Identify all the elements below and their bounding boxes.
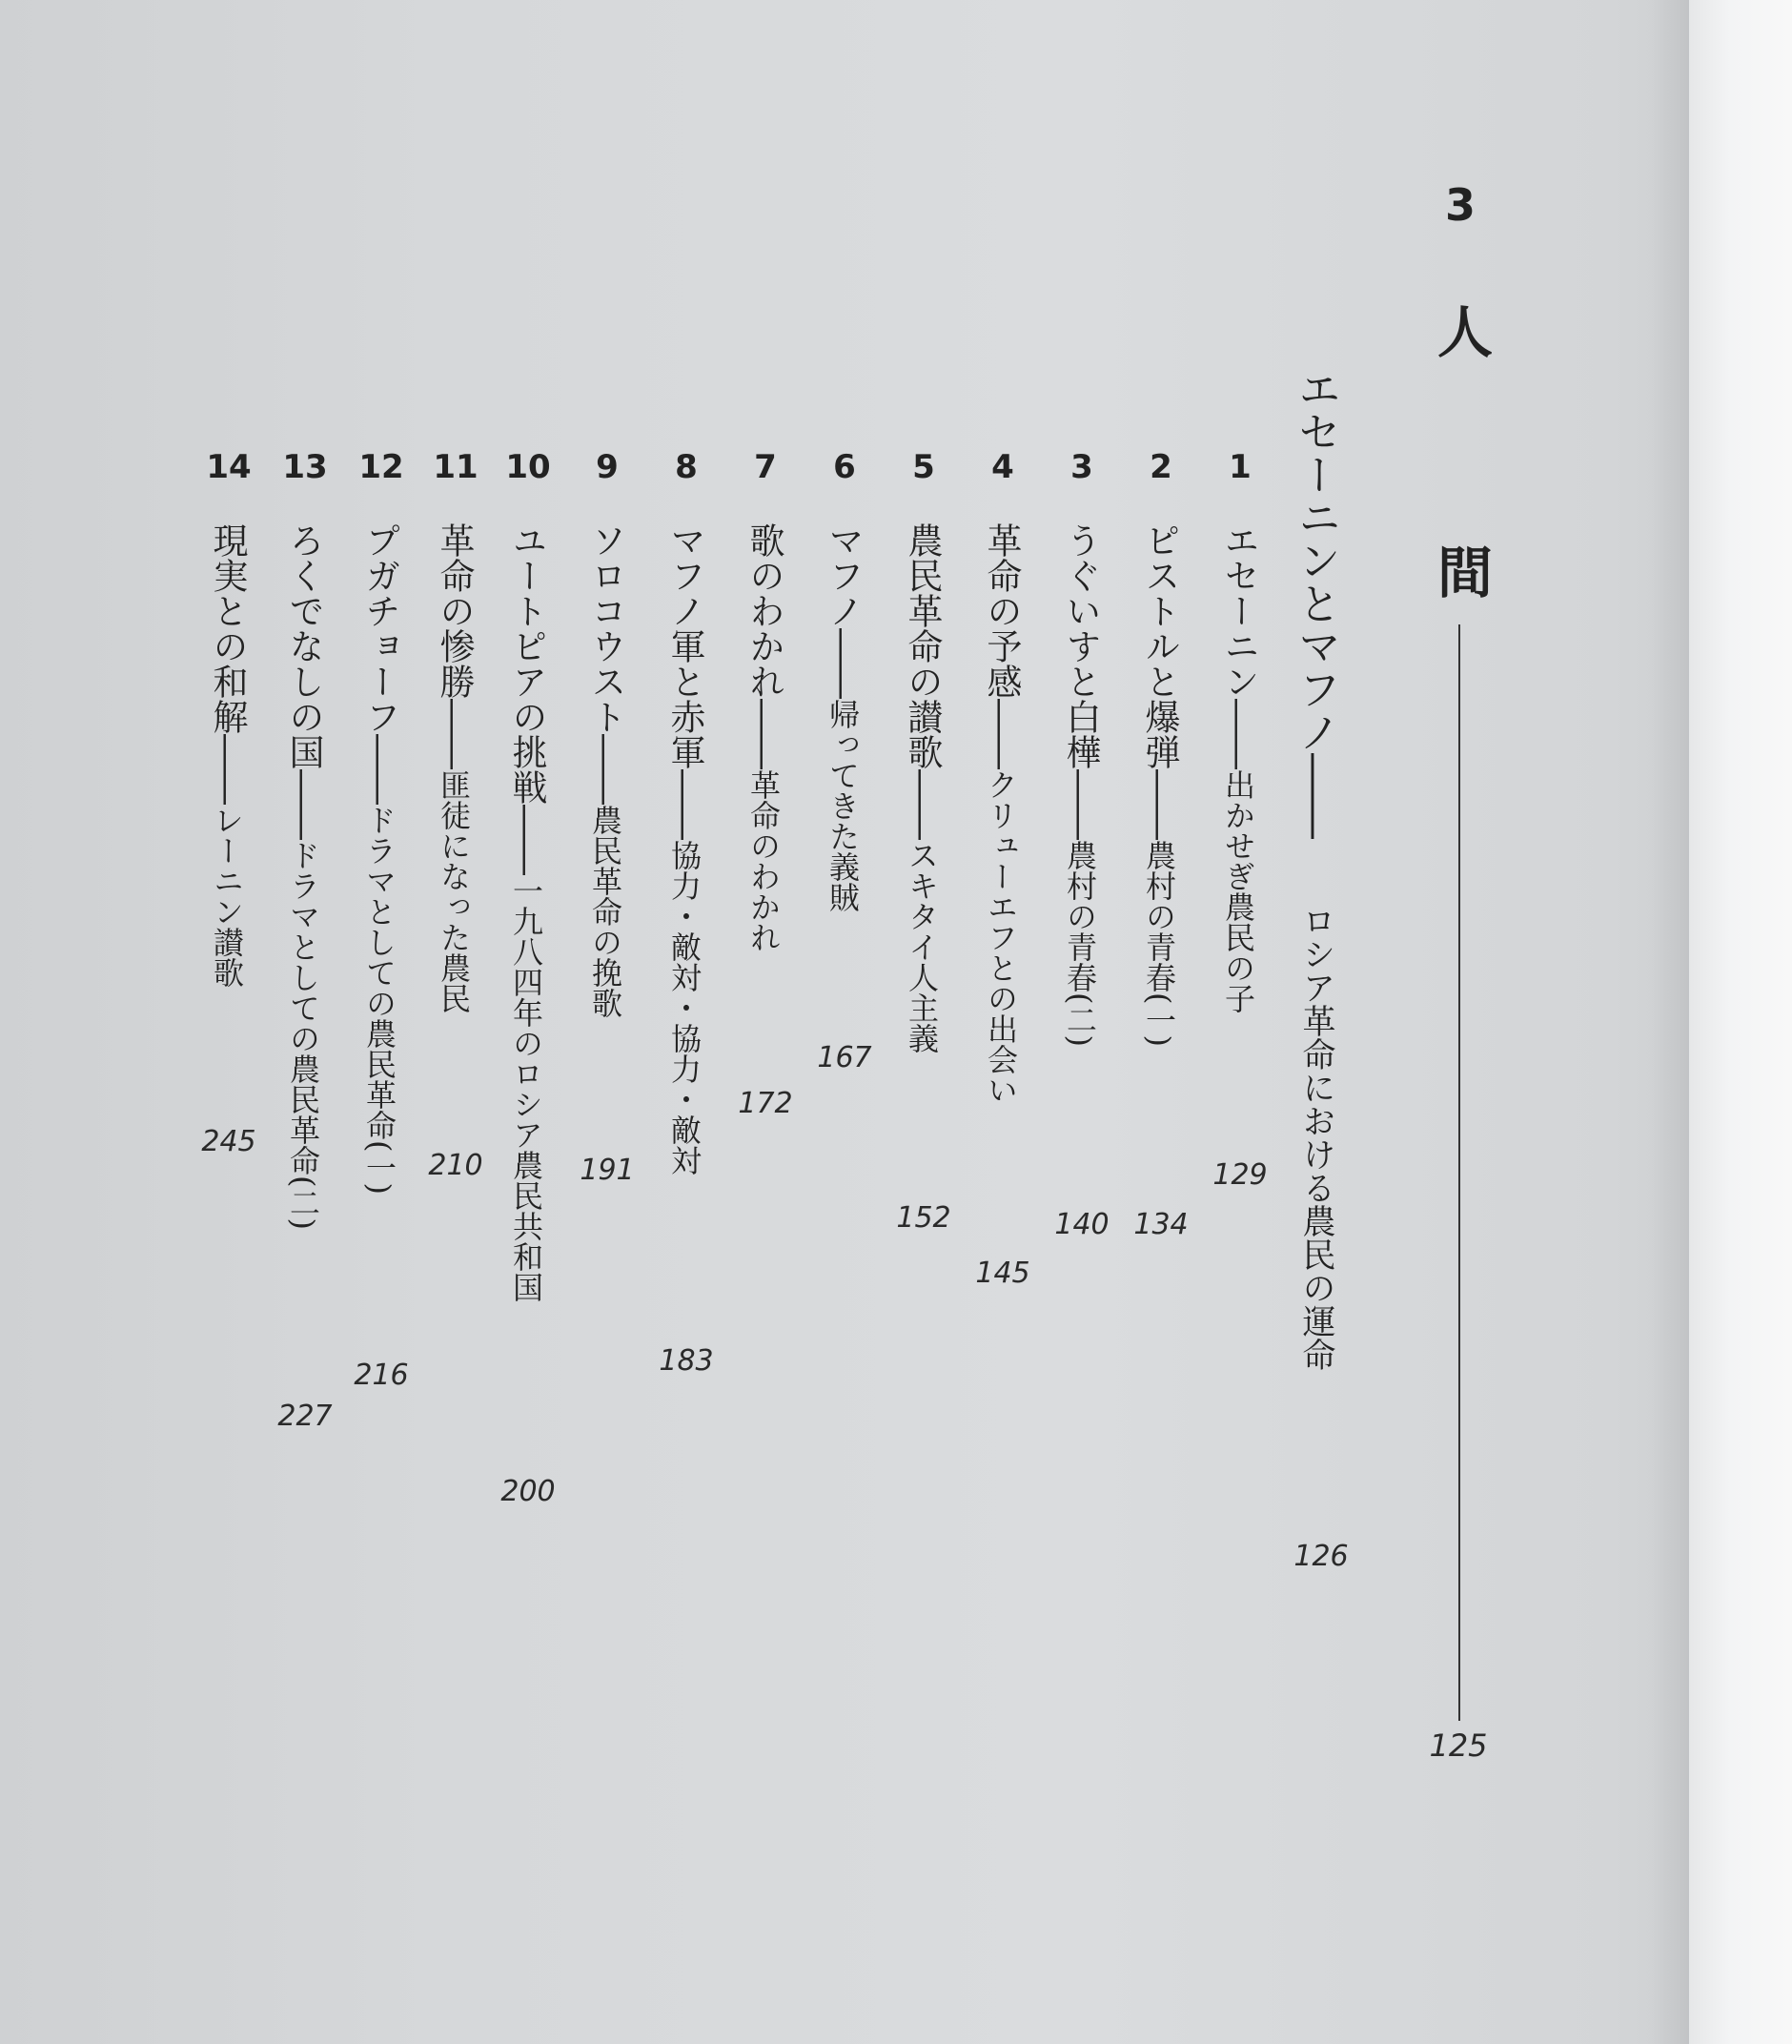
entry-title-main: エセーニン――	[1218, 522, 1259, 769]
entry-page-number: 134	[1133, 1208, 1189, 1241]
entry-page-number: 191	[580, 1154, 635, 1187]
entry-subtitle: 農村の青春(二)	[1062, 840, 1098, 1047]
entry-title-main: マフノ軍と赤軍――	[664, 522, 705, 840]
entry-subtitle: レーニン讃歌	[209, 805, 245, 988]
entry-number: 8	[675, 448, 698, 486]
entry-title-main: 歌のわかれ――	[743, 522, 784, 769]
entry-number: 2	[1150, 448, 1172, 486]
entry-subtitle: ドラマとしての農民革命(二)	[285, 840, 321, 1230]
part-page-number: 126	[1293, 1540, 1349, 1573]
entry-number: 5	[912, 448, 935, 486]
section-rule	[1458, 624, 1460, 1721]
part-subtitle: ロシア革命における農民の運命	[1297, 904, 1335, 1371]
entry-page-number: 210	[428, 1149, 483, 1182]
entry-title-main: 革命の惨勝――	[434, 522, 475, 769]
entry-title	[823, 522, 864, 912]
entry-title-main: ピストルと爆弾――	[1139, 522, 1180, 840]
entry-page-number: 183	[659, 1344, 714, 1378]
entry-subtitle: 匪徒になった農民	[436, 769, 472, 1013]
entry-title-main: 農民革命の讃歌――	[902, 522, 943, 840]
entry-number: 14	[206, 448, 252, 486]
entry-title	[743, 522, 784, 952]
entry-page-number: 140	[1054, 1208, 1110, 1241]
entry-number: 13	[282, 448, 328, 486]
entry-title-main: ソロコウスト――	[585, 522, 626, 805]
entry-title	[359, 522, 400, 1195]
entry-title	[283, 522, 324, 1230]
entry-page-number: 200	[500, 1475, 556, 1508]
entry-page-number: 216	[354, 1359, 409, 1392]
entry-subtitle: クリューエフとの出会い	[983, 769, 1019, 1105]
facing-page-edge	[1689, 0, 1792, 2044]
part-title: エセーニンとマフノ――	[1291, 367, 1341, 839]
entry-title-main: プガチョーフ――	[359, 522, 400, 805]
entry-title	[1218, 522, 1259, 1013]
entry-subtitle: 出かせぎ農民の子	[1220, 769, 1256, 1013]
entry-page-number: 129	[1212, 1158, 1268, 1192]
entry-number: 11	[433, 448, 479, 486]
entry-number: 6	[833, 448, 856, 486]
entry-number: 4	[991, 448, 1014, 486]
entry-title	[902, 522, 943, 1053]
entry-page-number: 145	[975, 1257, 1030, 1290]
section-number: 3	[1444, 179, 1476, 231]
entry-subtitle: ドラマとしての農民革命(一)	[361, 805, 397, 1195]
entry-number: 7	[754, 448, 777, 486]
entry-title	[981, 522, 1022, 1105]
entry-number: 9	[596, 448, 619, 486]
entry-subtitle: 帰ってきた義賊	[825, 699, 861, 912]
entry-title-main: ろくでなしの国――	[283, 522, 324, 840]
entry-subtitle: スキタイ人主義	[904, 840, 940, 1053]
entry-title-main: マフノ――	[823, 522, 864, 699]
entry-number: 10	[505, 448, 551, 486]
entry-subtitle: 一九八四年のロシア農民共和国	[508, 875, 544, 1302]
entry-number: 12	[358, 448, 404, 486]
entry-title	[664, 522, 705, 1175]
entry-page-number: 167	[817, 1041, 872, 1074]
section-title-second-char: 間	[1428, 543, 1493, 599]
entry-title	[506, 522, 547, 1302]
section-title-first-char: 人	[1428, 303, 1493, 358]
entry-page-number: 172	[738, 1087, 793, 1120]
entry-page-number: 152	[896, 1201, 951, 1235]
entry-title	[585, 522, 626, 1018]
entry-title	[434, 522, 475, 1013]
entry-title-main: 現実との和解――	[207, 522, 248, 805]
entry-page-number: 245	[201, 1125, 256, 1158]
section-page-number: 125	[1429, 1727, 1488, 1764]
entry-subtitle: 農民革命の挽歌	[587, 805, 623, 1018]
entry-title-main: ユートピアの挑戦――	[506, 522, 547, 875]
entry-page-number: 227	[277, 1400, 333, 1433]
entry-number: 1	[1229, 448, 1252, 486]
entry-subtitle: 農村の青春(一)	[1141, 840, 1177, 1047]
entry-title	[207, 522, 248, 988]
entry-number: 3	[1070, 448, 1093, 486]
entry-subtitle: 革命のわかれ	[745, 769, 782, 952]
entry-subtitle: 協力・敵対・協力・敵対	[666, 840, 703, 1175]
entry-title	[1139, 522, 1180, 1047]
entry-title	[1060, 522, 1101, 1047]
entry-title-main: うぐいすと白樺――	[1060, 522, 1101, 840]
entry-title-main: 革命の予感――	[981, 522, 1022, 769]
